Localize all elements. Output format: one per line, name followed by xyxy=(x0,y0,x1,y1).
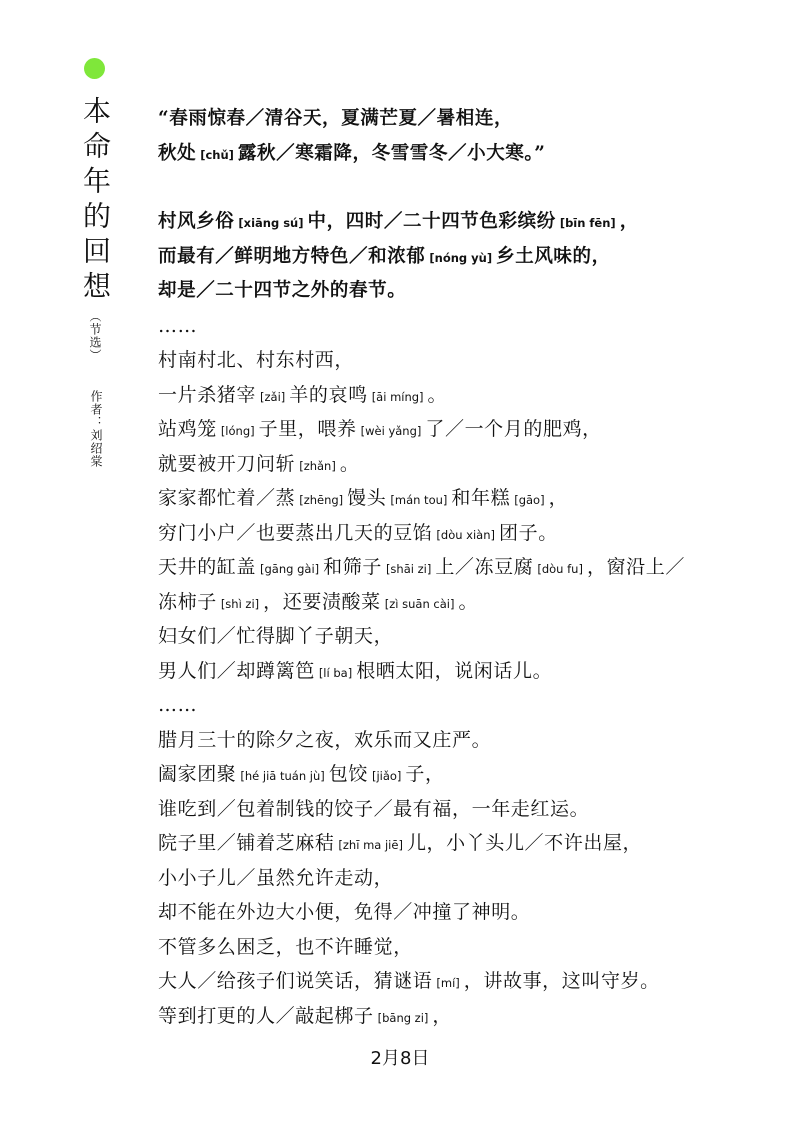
poem-line xyxy=(158,999,758,1034)
poem-line xyxy=(158,585,758,620)
poem-title: 本命年的回想 xyxy=(79,96,112,306)
poem-line xyxy=(158,550,758,585)
pinyin-annotation: [hé jiā tuán jù] xyxy=(240,769,325,783)
line-text: 等到打更的人／敲起梆子 xyxy=(158,1004,374,1027)
line-text: 馒头 xyxy=(347,487,387,509)
line-text: ， xyxy=(548,487,569,509)
poem-line xyxy=(158,826,758,861)
line-text: 。 xyxy=(458,590,479,613)
pinyin-annotation: [shì zi] xyxy=(220,596,260,611)
line-text: 天井的缸盖 xyxy=(158,556,257,578)
poem-line xyxy=(158,205,758,240)
line-text: 中，四时／二十四节色彩缤纷 xyxy=(307,211,556,232)
pinyin-annotation: [jiǎo] xyxy=(371,769,402,783)
pinyin-annotation: [āi míng] xyxy=(371,389,424,404)
pinyin-annotation: [wèi yǎng] xyxy=(360,424,422,438)
pinyin-annotation: [bāng zi] xyxy=(377,1010,429,1025)
pinyin-annotation: [chǔ] xyxy=(200,147,234,162)
pinyin-annotation: [zhǎn] xyxy=(299,458,336,473)
pinyin-annotation: [dòu fu] xyxy=(537,562,583,576)
line-text: 院子里／铺着芝麻秸 xyxy=(158,832,335,854)
green-dot-icon xyxy=(84,58,105,79)
line-text: 秋处 xyxy=(158,142,197,164)
pinyin-annotation: [gāng gài] xyxy=(260,562,320,576)
line-text: 阖家团聚 xyxy=(158,763,237,785)
line-text: ， xyxy=(619,211,639,232)
poem-line xyxy=(158,895,758,930)
pinyin-annotation: [zì suān cài] xyxy=(384,596,455,611)
poem-line xyxy=(158,619,758,654)
line-text: 男人们／却蹲篱笆 xyxy=(158,659,315,682)
line-text: 团子。 xyxy=(499,521,558,544)
line-text: 根晒太阳，说闲话儿。 xyxy=(356,659,553,682)
pinyin-annotation: [zhī ma jiē] xyxy=(338,838,403,852)
pinyin-annotation: [mí] xyxy=(436,976,460,990)
line-text: 儿，小丫头儿／不许出屋， xyxy=(406,832,643,854)
page-date: 2月8日 xyxy=(370,1048,430,1069)
pinyin-annotation: [gāo] xyxy=(514,493,545,507)
poem-line xyxy=(158,137,758,172)
pinyin-annotation: [shāi zi] xyxy=(385,562,432,576)
line-text: 腊月三十的除夕之夜，欢乐而又庄严。 xyxy=(158,728,492,751)
pinyin-annotation: [xiāng sú] xyxy=(238,216,304,230)
line-text: ， xyxy=(432,1004,453,1027)
line-text: “春雨惊春／清谷天，夏满芒夏／暑相连， xyxy=(158,108,514,129)
line-text: 一片杀猪宰 xyxy=(158,383,257,406)
poem-line xyxy=(158,481,758,516)
line-text: 了／一个月的肥鸡， xyxy=(425,418,602,440)
line-text: 穷门小户／也要蒸出几天的豆馅 xyxy=(158,521,433,544)
poem-line xyxy=(158,861,758,896)
poem-line xyxy=(158,930,758,965)
poem-line xyxy=(158,343,758,378)
line-text: 村风乡俗 xyxy=(158,211,235,232)
poem-line xyxy=(158,654,758,689)
line-text: ，还要渍酸菜 xyxy=(263,590,381,613)
line-text: …… xyxy=(158,314,198,337)
line-text: 羊的哀鸣 xyxy=(289,383,368,406)
line-text: ，讲故事，这叫守岁。 xyxy=(463,970,660,992)
stanza-gap xyxy=(158,171,758,205)
poem-line xyxy=(158,516,758,551)
pinyin-annotation: [mán tou] xyxy=(390,493,448,507)
poem-line xyxy=(158,274,758,309)
poem-line xyxy=(158,757,758,792)
pinyin-annotation: [zǎi] xyxy=(260,389,286,404)
line-text: 包饺 xyxy=(328,763,368,785)
line-text: 妇女们／忙得脚丫子朝天， xyxy=(158,625,394,647)
line-text: 家家都忙着／蒸 xyxy=(158,487,296,509)
line-text: 不管多么困乏，也不许睡觉， xyxy=(158,935,413,958)
line-text: 子里，喂养 xyxy=(258,418,357,440)
line-text: 却是／二十四节之外的春节。 xyxy=(158,280,407,301)
poem-line xyxy=(158,792,758,827)
pinyin-annotation: [lí ba] xyxy=(318,665,353,680)
line-text: 谁吃到／包着制钱的饺子／最有福，一年走红运。 xyxy=(158,797,590,820)
pinyin-annotation: [nóng yù] xyxy=(429,250,493,265)
poem-line xyxy=(158,964,758,999)
poem-line xyxy=(158,309,758,344)
line-text: 大人／给孩子们说笑话，猜谜语 xyxy=(158,970,433,992)
poem-line xyxy=(158,688,758,723)
line-text: 乡土风味的， xyxy=(496,245,611,267)
pinyin-annotation: [zhēng] xyxy=(299,493,344,507)
pinyin-annotation: [bīn fēn] xyxy=(559,216,616,230)
line-text: ，窗沿上／ xyxy=(586,556,685,578)
line-text: 却不能在外边大小便，免得／冲撞了神明。 xyxy=(158,901,531,923)
line-text: …… xyxy=(158,694,198,716)
poem-subtitle: （节选） xyxy=(88,310,102,362)
poem-line xyxy=(158,102,758,137)
line-text: 站鸡笼 xyxy=(158,418,217,440)
poem-line xyxy=(158,240,758,275)
poem-line xyxy=(158,412,758,447)
line-text: 子， xyxy=(405,763,445,785)
poem-line xyxy=(158,723,758,758)
line-text: 和年糕 xyxy=(451,487,511,509)
pinyin-annotation: [dòu xiàn] xyxy=(436,527,495,542)
poem-body xyxy=(158,102,758,1033)
line-text: 和筛子 xyxy=(323,556,382,578)
line-text: 小小子儿／虽然允许走动， xyxy=(158,866,394,889)
pinyin-annotation: [lóng] xyxy=(220,424,255,438)
poem-author: 作者：刘绍棠 xyxy=(89,390,103,468)
line-text: 村南村北、村东村西， xyxy=(158,349,355,371)
line-text: 。 xyxy=(339,452,360,475)
line-text: 就要被开刀问斩 xyxy=(158,452,296,475)
poem-line xyxy=(158,447,758,482)
line-text: 。 xyxy=(427,383,448,406)
line-text: 上／冻豆腐 xyxy=(435,556,534,578)
line-text: 冻柿子 xyxy=(158,590,217,613)
poem-line xyxy=(158,378,758,413)
line-text: 而最有／鲜明地方特色／和浓郁 xyxy=(158,245,426,267)
line-text: 露秋／寒霜降，冬雪雪冬／小大寒。” xyxy=(237,142,546,164)
